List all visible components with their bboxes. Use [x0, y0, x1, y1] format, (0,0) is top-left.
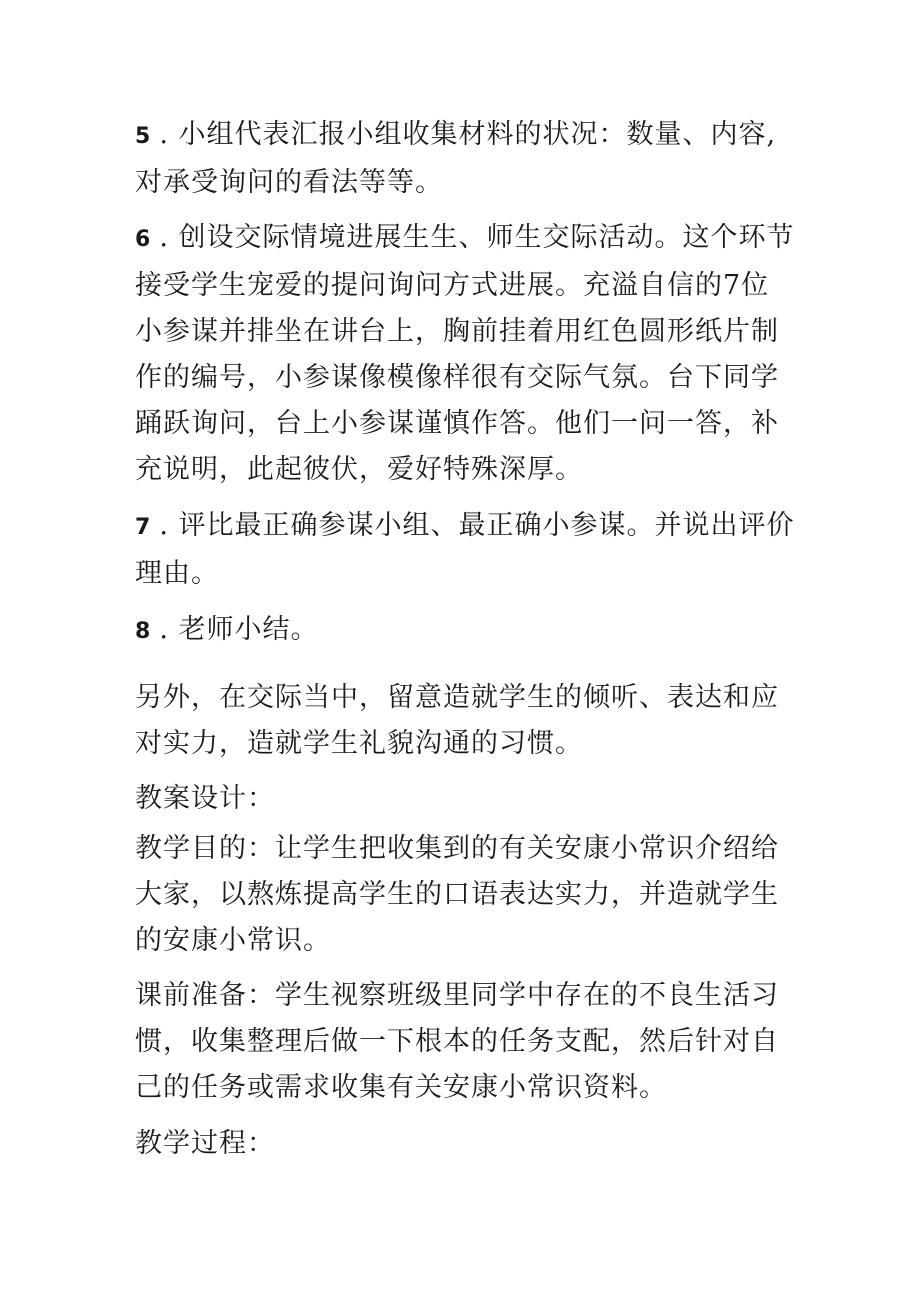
item-number: 7: [135, 515, 152, 540]
item-text: . 创设交际情境进展生生、师生交际活动。这个环节接受学生宠爱的提问询问方式进展。充溢自信的7位小参谋并排坐在讲台上，胸前挂着用红色圆形纸片制作的编号，小参谋像模像样很有交际气氛。台下同学踊跃询问，台上小参谋谨慎作答。他们一问一答，补充说明，此起彼伏，爱好特殊深厚。: [135, 222, 795, 485]
list-item-7: [135, 503, 795, 597]
item-number: 8: [135, 619, 152, 644]
paragraph-prep: 课前准备：学生视察班级里同学中存在的不良生活习惯，收集整理后做一下根本的任务支配，然后针对自己的任务或需求收集有关安康小常识资料。: [135, 980, 779, 1103]
item-text: . 评比最正确参谋小组、最正确小参谋。并说出评价理由。: [135, 510, 795, 589]
item-number: 6: [135, 227, 152, 252]
paragraph-goal: 教学目的：让学生把收集到的有关安康小常识介绍给大家，以熬炼提高学生的口语表达实力，并造就学生的安康小常识。: [135, 833, 779, 956]
item-text: . 老师小结。: [159, 614, 319, 645]
list-item-6: [135, 215, 795, 493]
heading-process: 教学过程：: [135, 1128, 275, 1159]
paragraph-extra: 另外，在交际当中，留意造就学生的倾听、表达和应对实力，造就学生礼貌沟通的习惯。: [135, 682, 779, 759]
item-number: 5: [135, 124, 152, 149]
item-text: . 小组代表汇报小组收集材料的状况：数量、内容, 对承受询问的看法等等。: [135, 119, 777, 198]
heading-design: 教案设计：: [135, 783, 275, 814]
list-item-8: [135, 607, 795, 655]
list-item-5: [135, 112, 795, 206]
